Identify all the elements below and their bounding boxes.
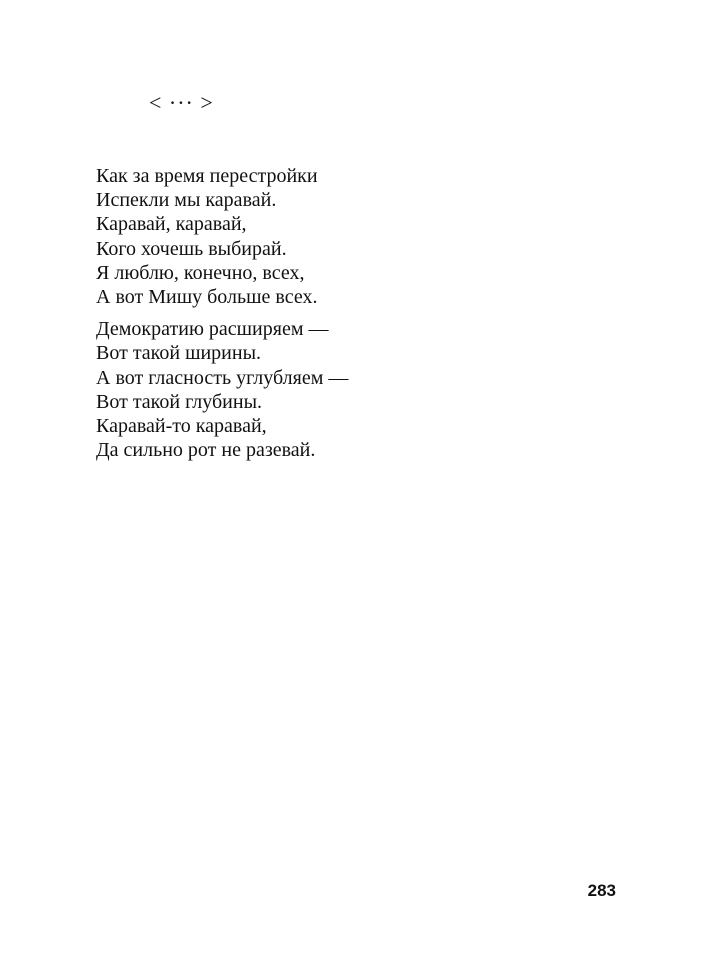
poem-line: Демократию расширяем — (96, 318, 329, 341)
poem-line: Испекли мы каравай. (96, 189, 277, 212)
poem-line: Да сильно рот не разевай. (96, 439, 316, 462)
poem-line: Вот такой глубины. (96, 390, 263, 413)
poem-line: А вот Мишу больше всех. (96, 286, 318, 309)
poem (96, 164, 656, 462)
stanza-2 (96, 317, 656, 462)
poem-line: Вот такой ширины. (96, 342, 262, 365)
stanza-1 (96, 164, 656, 309)
poem-line: Кого хочешь выбирай. (96, 237, 287, 260)
poem-line: Я люблю, конечно, всех, (96, 261, 305, 284)
page-number: 283 (587, 881, 616, 900)
section-marker: < ··· > (149, 90, 214, 115)
poem-line: Каравай, каравай, (96, 213, 247, 236)
poem-line: Как за время перестройки (96, 165, 318, 187)
poem-line: Каравай-то каравай, (96, 415, 267, 438)
poem-line: А вот гласность углубляем — (96, 366, 349, 389)
